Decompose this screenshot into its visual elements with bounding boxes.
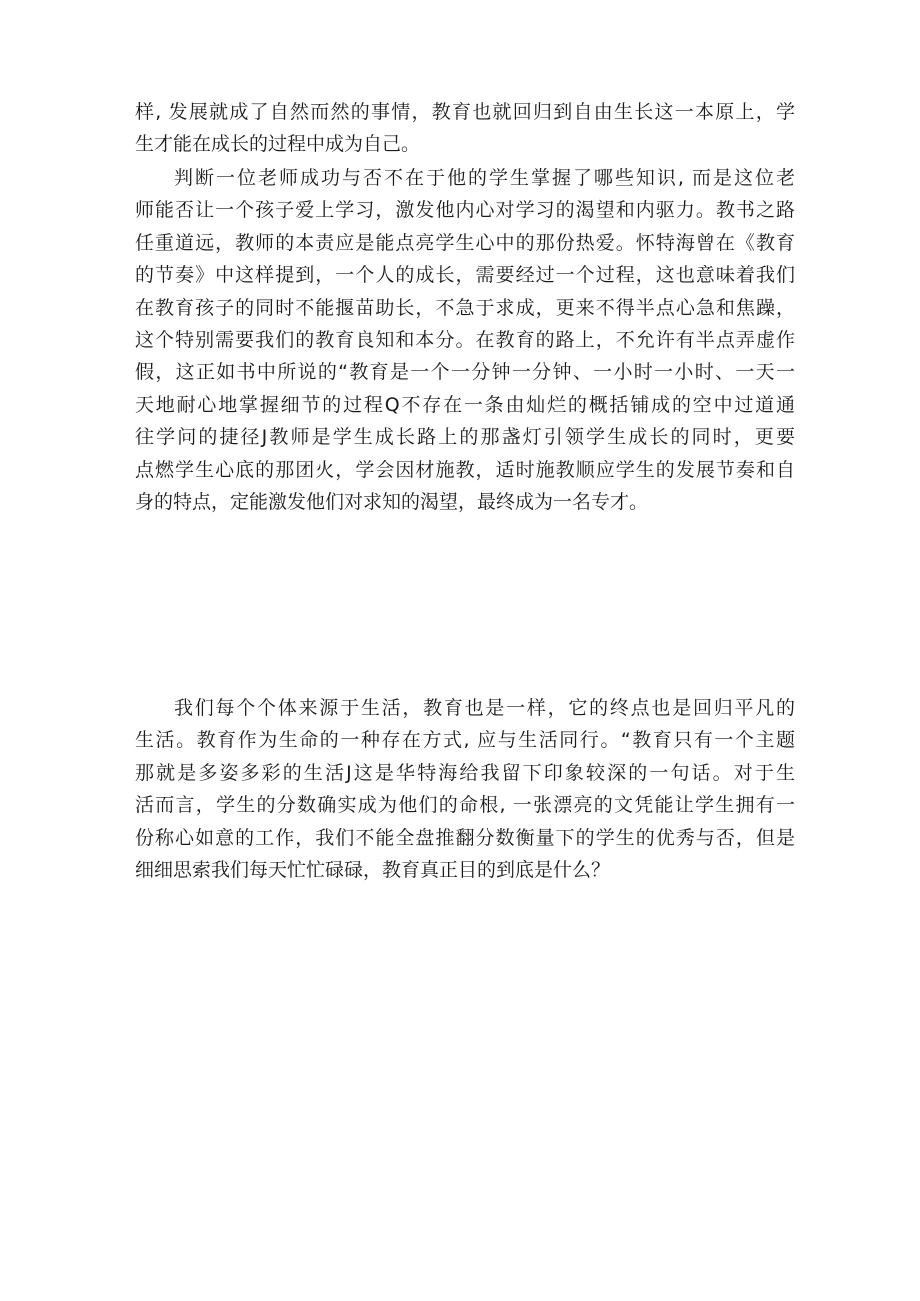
text-line: 判断一位老师成功与否不在于他的学生掌握了哪些知识, 而是这位老 (174, 167, 795, 189)
text-line: 身的特点，定能激发他们对求知的渴望，最终成为一名专才。 (135, 490, 649, 513)
text-line: 假，这正如书中所说的“教育是一个一分钟一分钟、一小时一小时、一天一 (135, 361, 795, 384)
text-line: 生才能在成长的过程中成为自己。 (135, 133, 421, 156)
text-line: 份称心如意的工作，我们不能全盘推翻分数衡量下的学生的优秀与否，但是 (135, 826, 795, 849)
text-line: 这个特别需要我们的教育良知和本分。在教育的路上，不允许有半点弄虚作 (135, 328, 795, 351)
text-line: 天地耐心地掌握细节的过程Q不存在一条由灿烂的概括铺成的空中过道通 (135, 393, 795, 416)
text-line: 师能否让一个孩子爱上学习，激发他内心对学习的渴望和内驱力。教书之路 (135, 199, 795, 222)
text-line: 在教育孩子的同时不能揠苗助长，不急于求成，更来不得半点心急和焦躁， (135, 296, 795, 319)
text-line: 的节奏》中这样提到，一个人的成长，需要经过一个过程，这也意味着我们 (135, 264, 795, 287)
text-line: 样, 发展就成了自然而然的事情，教育也就回归到自由生长这一本原上，学 (135, 101, 795, 123)
text-line: 任重道远，教师的本责应是能点亮学生心中的那份热爱。怀特海曾在《教育 (135, 231, 795, 254)
paragraph-3 (135, 692, 795, 886)
paragraph-2 (135, 162, 795, 518)
text-line: 活而言，学生的分数确实成为他们的命根, 一张漂亮的文凭能让学生拥有一 (135, 794, 795, 817)
text-line: 生活。教育作为生命的一种存在方式, 应与生活同行。“教育只有一个主题 (135, 729, 795, 752)
paragraph-1 (135, 96, 795, 161)
text-line: 那就是多姿多彩的生活J这是华特海给我留下印象较深的一句话。对于生 (135, 761, 795, 784)
text-line: 我们每个个体来源于生活，教育也是一样，它的终点也是回归平凡的 (174, 697, 795, 719)
text-line: 往学问的捷径J教师是学生成长路上的那盏灯引领学生成长的同时，更要 (135, 426, 795, 449)
text-line: 细细思索我们每天忙忙碌碌，教育真正目的到底是什么？ (135, 858, 611, 881)
text-line: 点燃学生心底的那团火，学会因材施教，适时施教顺应学生的发展节奏和自 (135, 458, 795, 481)
